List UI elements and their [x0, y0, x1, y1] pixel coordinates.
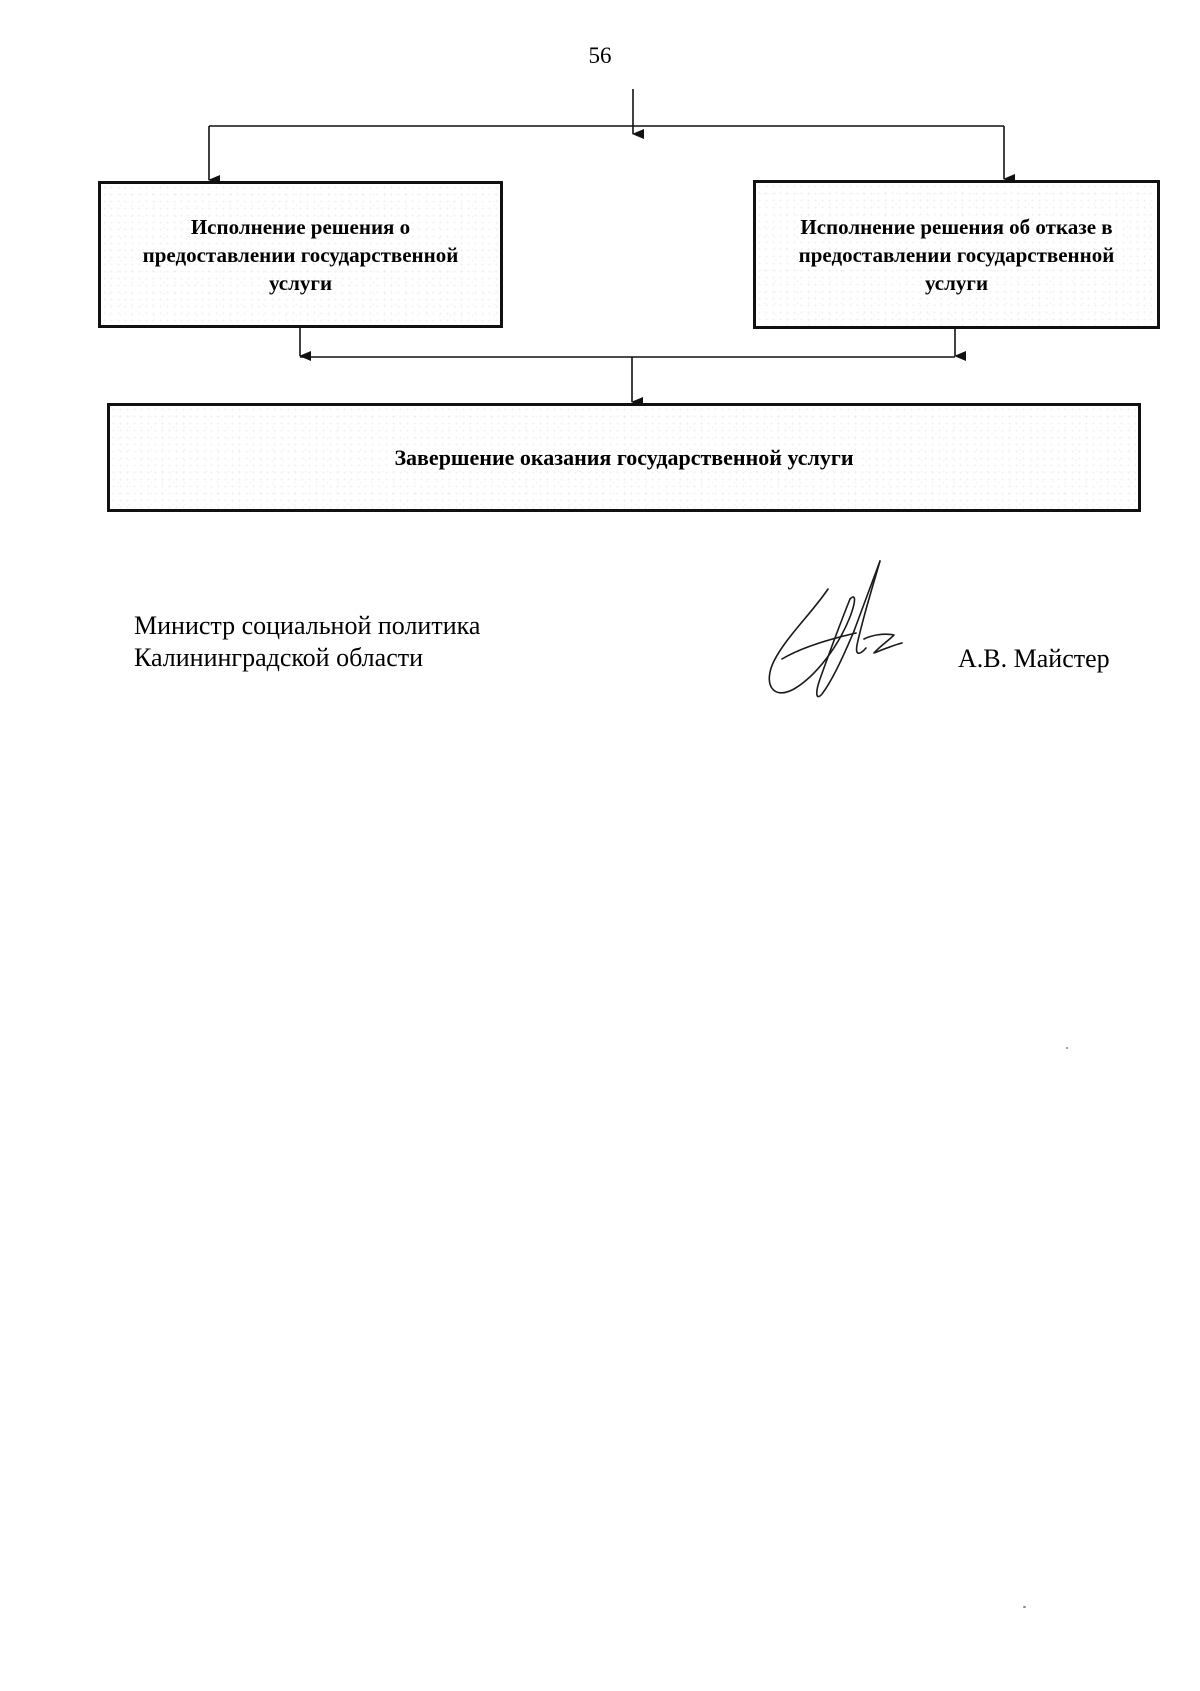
execution-of-provision-decision-box	[98, 181, 503, 328]
execution-of-refusal-decision-box	[753, 180, 1160, 329]
box-line: услуги	[924, 270, 989, 295]
service-completion-box	[107, 403, 1141, 512]
signatory-position	[134, 610, 480, 674]
box-line: предоставлении государственной	[798, 242, 1115, 267]
signer-name: А.В. Майстер	[958, 644, 1110, 673]
box-line: услуги	[268, 270, 333, 295]
box-line: Исполнение решения об отказе в	[800, 214, 1113, 239]
box-text	[143, 213, 459, 297]
box-line: Исполнение решения о	[190, 214, 411, 239]
handwritten-signature	[760, 555, 920, 710]
position-line: Калининградской области	[134, 643, 424, 672]
box-text	[799, 213, 1115, 297]
box-line: Завершение оказания государственной услуги	[394, 444, 854, 470]
scan-speck	[1023, 1606, 1026, 1608]
box-line: предоставлении государственной	[142, 242, 459, 267]
scan-speck	[1066, 1047, 1068, 1049]
position-line: Министр социальной политика	[134, 611, 481, 640]
page-number: 56	[588, 43, 612, 68]
